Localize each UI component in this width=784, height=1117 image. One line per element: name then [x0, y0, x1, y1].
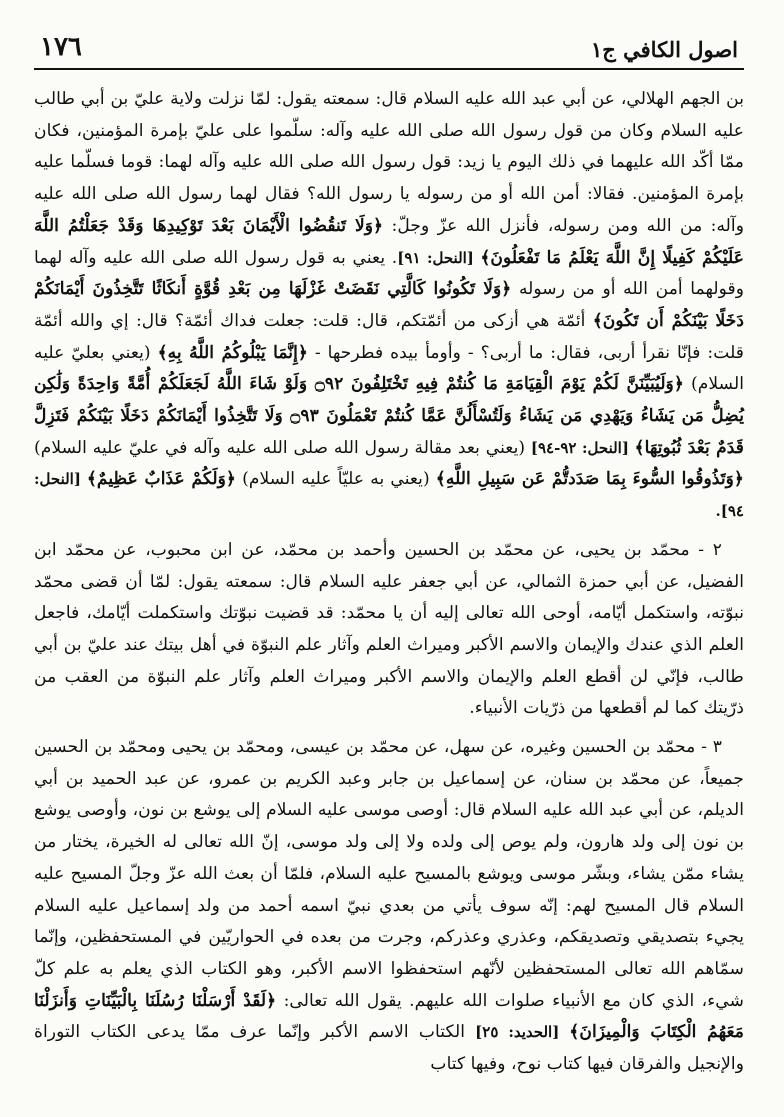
text-run: (يعني بعد مقالة رسول الله صلى الله عليه وآله في عليّ عليه السلام) — [34, 437, 531, 458]
page-number: ١٧٦ — [40, 32, 82, 62]
paragraph — [34, 84, 744, 528]
quran-quote: ﴿لَقَدْ أَرْسَلْنَا رُسُلَنَا بِالْبَيِّنَاتِ وَأَنزَلْنَا مَعَهُمُ الْكِتَابَ وَالْمِيزَانَ﴾ — [34, 990, 745, 1043]
text-run: (يعني بعليّ عليه السلام) — [34, 342, 745, 395]
quran-quote: ﴿وَلَكُمْ عَذَابٌ عَظِيمٌ﴾ — [86, 469, 236, 490]
verse-reference: [النحل: ٩١] — [397, 248, 481, 267]
quran-quote: ﴿وَلَيُبَيِّنَنَّ لَكُمْ يَوْمَ الْقِيَامَةِ مَا كُنتُمْ فِيهِ تَخْتَلِفُونَ ۝٩٢ وَلَوْ شَاءَ اللَّهُ لَجَعَلَكُمْ أُمَّةً وَاحِدَةً وَلَٰكِن يُضِلُّ مَن يَشَاءُ وَيَهْدِي مَن يَشَاءُ وَلَتُسْأَلُنَّ عَمَّا كُنتُمْ تَعْمَلُونَ ۝٩٣ وَلَا تَتَّخِذُوا أَيْمَانَكُمْ دَخَلًا بَيْنَكُمْ فَتَزِلَّ قَدَمٌ بَعْدَ ثُبُوتِهَا﴾ — [34, 374, 744, 458]
quran-quote: ﴿وَلَا تَكُونُوا كَالَّتِي نَقَضَتْ غَزْلَهَا مِن بَعْدِ قُوَّةٍ أَنكَاثًا تَتَّخِذُونَ أَيْمَانَكُمْ دَخَلًا بَيْنَكُمْ أَن تَكُونَ﴾ — [34, 279, 744, 331]
text-run: . يعني به قول رسول الله صلى الله عليه وآله لهما وقولهما أمن الله أو من رسوله — [34, 247, 744, 300]
book-title: اصول الكافي ج١ — [590, 37, 738, 62]
quran-quote: ﴿وَلَا تَنقُضُوا الْأَيْمَانَ بَعْدَ تَوْكِيدِهَا وَقَدْ جَعَلْتُمُ اللَّهَ عَلَيْكُمْ كَفِيلًا إِنَّ اللَّهَ يَعْلَمُ مَا تَفْعَلُونَ﴾ — [34, 215, 745, 268]
verse-reference: [الحديد: ٢٥] — [475, 1023, 570, 1042]
verse-reference: [النحل: ٩٤]. — [34, 470, 744, 521]
text-run: ٢ - محمّد بن يحيى، عن محمّد بن الحسين وأحمد بن محمّد، عن ابن محبوب، عن محمّد ابن الفضيل، عن أبي حمزة الثمالي، عن أبي جعفر عليه السلام قال: سمعته يقول: لمّا أن قضى محمّد نبوّته، واستكمل أيّامه، أوحى الله تعالى إليه أن يا محمّد: قد قضيت نبوّتك واستكملت أيّامك، فاجعل العلم الذي عندك والإيمان والاسم الأكبر وميراث العلم وآثار علم النبوّة في أهل بيتك عند عليّ بن أبي طالب، فإنّي لن أقطع العلم والإيمان والاسم الأكبر وميراث العلم وآثار علم النبوّة من العقب من ذرّيتك كما لم أقطعها من ذرّيات الأنبياء. — [34, 539, 744, 719]
page-body — [34, 84, 744, 1081]
paragraph — [34, 535, 744, 725]
quran-quote: ﴿إِنَّمَا يَبْلُوكُمُ اللَّهُ بِهِ﴾ — [157, 342, 308, 363]
text-run: (يعني به عليّاً عليه السلام) — [236, 469, 436, 490]
verse-reference: [النحل: ٩٢-٩٤] — [530, 438, 635, 457]
text-run: بن الجهم الهلالي، عن أبي عبد الله عليه السلام قال: سمعته يقول: لمّا نزلت ولاية عليّ بن أبي طالب عليه السلام وكان من قول رسول الله صلى الله عليه وآله: سلّموا على عليّ بإمرة المؤمنين، فكان ممّا أكّد الله عليهما في ذلك اليوم يا زيد: قول رسول الله صلى الله عليه وآله لهما: قوما فسلّما عليه بإمرة المؤمنين. فقالا: أمن الله أو من رسوله يا رسول الله؟ فقال لهما رسول الله صلى الله عليه وآله: من الله ومن رسوله، فأنزل الله عزّ وجلّ: — [34, 89, 744, 236]
paragraph — [34, 732, 744, 1081]
text-run: أئمّة هي أزكى من أئمّتكم، قال: قلت: جعلت فداك أئمّة؟ قال: إي والله أئمّة قلت: فإنّا نقرأ أربى، فقال: ما أربى؟ - وأومأ بيده فطرحها - — [34, 310, 745, 363]
text-run: ٣ - محمّد بن الحسين وغيره، عن سهل، عن محمّد بن عيسى، ومحمّد بن يحيى ومحمّد بن الحسين جميعاً، عن محمّد بن سنان، عن إسماعيل بن جابر وعبد الكريم بن عمرو، عن عبد الحميد بن أبي الديلم، عن أبي عبد الله عليه السلام قال: أوصى موسى عليه السلام إلى يوشع بن نون، وأوصى يوشع بن نون إلى ولد هارون، ولم يوص إلى ولده ولا إلى ولد موسى، إنّ الله تعالى له الخيرة، يختار من يشاء ممّن يشاء، وبشّر موسى ويوشع بالمسيح عليه السلام، فلمّا أن بعث الله عزّ وجلّ المسيح عليه السلام قال المسيح لهم: إنّه سوف يأتي من بعدي نبيّ اسمه أحمد من ولد إسماعيل عليه السلام يجيء بتصديقي وتصديقكم، وعذري وعذركم، وجرت من بعده في الحواريّين في المستحفظين، وإنّما سمّاهم الله تعالى المستحفظين لأنّهم استحفظوا الاسم الأكبر، وهو الكتاب الذي يعلم به علم كلّ شيء، الذي كان مع الأنبياء صلوات الله عليهم. يقول الله تعالى: — [34, 737, 744, 1011]
page-header — [34, 20, 744, 70]
text-run: الكتاب الاسم الأكبر وإنّما عرف ممّا يدعى الكتاب التوراة والإنجيل والفرقان فيها كتاب نوح، وفيها كتاب — [34, 1022, 744, 1075]
quran-quote: ﴿وَتَذُوقُوا السُّوءَ بِمَا صَدَدتُّمْ عَن سَبِيلِ اللَّهِ﴾ — [435, 469, 744, 490]
